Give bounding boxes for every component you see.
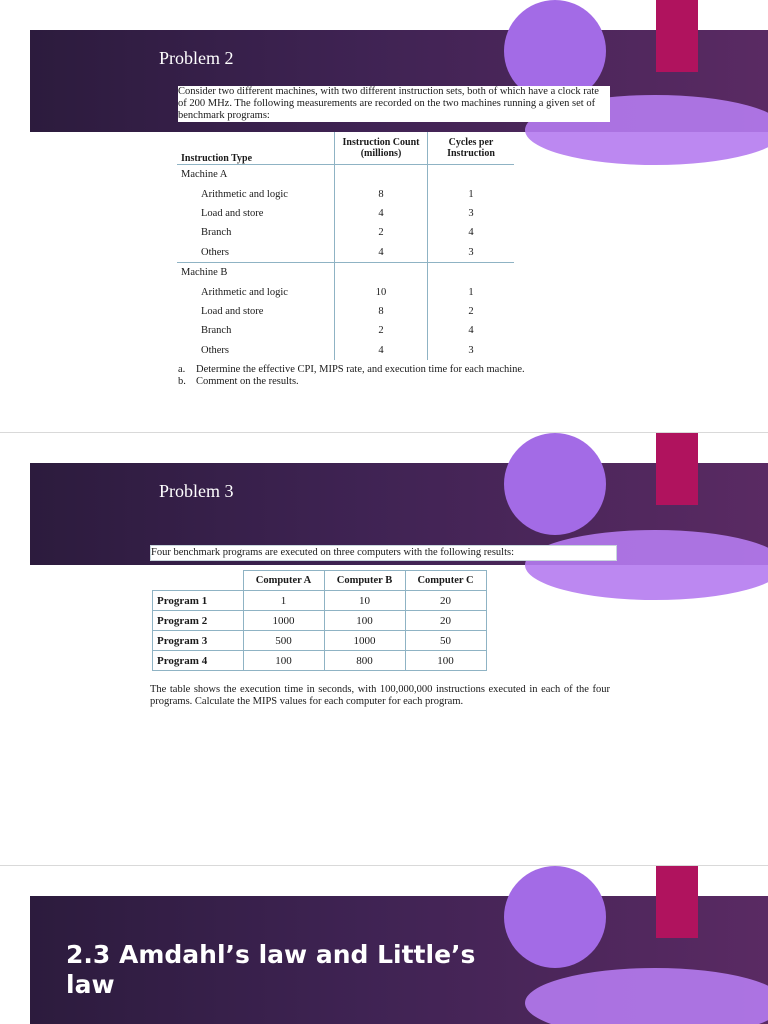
cell-value: 800: [324, 651, 405, 671]
accent-tab: [656, 0, 698, 72]
table-row: [177, 184, 514, 203]
header-computer-a: Computer A: [243, 571, 324, 591]
table-row: [177, 204, 514, 223]
cell-value: 1000: [243, 611, 324, 631]
cell-count: 10: [335, 282, 428, 301]
cell-value: 100: [324, 611, 405, 631]
table-row: [153, 651, 487, 671]
row-label: Program 3: [153, 631, 244, 651]
cell-type: Load and store: [201, 207, 264, 219]
slide-title: Problem 2: [159, 48, 234, 68]
cell-cpi: 1: [428, 282, 515, 301]
machine-label: Machine A: [181, 169, 228, 181]
circle-decoration: [504, 866, 606, 968]
cell-type: Branch: [201, 325, 232, 337]
circle-decoration: [504, 433, 606, 535]
cell-count: 4: [335, 243, 428, 263]
cell-count: 2: [335, 223, 428, 242]
cell-count: 4: [335, 204, 428, 223]
accent-tab: [656, 433, 698, 505]
slide-problem-2: [0, 0, 768, 432]
cell-type: Arithmetic and logic: [201, 286, 288, 298]
cell-value: 20: [405, 611, 486, 631]
table-row: [153, 591, 487, 611]
table-row: [177, 282, 514, 301]
table-row: [177, 302, 514, 321]
cell-value: 50: [405, 631, 486, 651]
problem-note: The table shows the execution time in seconds, with 100,000,000 instructions executed in each of the four programs. Calculate the MIPS values for each computer for each program.: [150, 684, 610, 707]
problem-intro: Four benchmark programs are executed on three computers with the following results:: [150, 545, 617, 561]
cell-value: 20: [405, 591, 486, 611]
cell-cpi: 2: [428, 302, 515, 321]
cell-count: 2: [335, 321, 428, 340]
accent-tab: [656, 866, 698, 938]
table-row: [177, 341, 514, 360]
wave-decoration: [525, 530, 768, 600]
cell-type: Load and store: [201, 305, 264, 317]
row-label: Program 1: [153, 591, 244, 611]
part-text: Determine the effective CPI, MIPS rate, and execution time for each machine.: [196, 364, 525, 375]
cell-cpi: 3: [428, 341, 515, 360]
part-a: [178, 364, 618, 376]
part-marker: b.: [178, 376, 186, 387]
header-computer-b: Computer B: [324, 571, 405, 591]
cell-cpi: 4: [428, 321, 515, 340]
cell-type: Others: [201, 246, 229, 258]
cell-count: 8: [335, 184, 428, 203]
cell-type: Others: [201, 344, 229, 356]
cell-value: 100: [243, 651, 324, 671]
machine-header-row: [177, 262, 514, 282]
cell-cpi: 3: [428, 204, 515, 223]
part-text: Comment on the results.: [196, 376, 299, 387]
table-row: [177, 223, 514, 242]
cell-count: 8: [335, 302, 428, 321]
table-row: [177, 321, 514, 340]
row-label: Program 4: [153, 651, 244, 671]
cell-type: Arithmetic and logic: [201, 188, 288, 200]
row-label: Program 2: [153, 611, 244, 631]
cell-cpi: 4: [428, 223, 515, 242]
section-title: 2.3 Amdahl’s law and Little’s law: [66, 940, 476, 999]
cell-type: Branch: [201, 227, 232, 239]
header-computer-c: Computer C: [405, 571, 486, 591]
problem-intro: Consider two different machines, with two different instruction sets, both of which have a clock rate of 200 MHz. The following measurements are recorded on the two machines running a given set of benchmark programs:: [178, 86, 610, 122]
cell-value: 10: [324, 591, 405, 611]
cell-value: 100: [405, 651, 486, 671]
header-instruction-count: Instruction Count (millions): [335, 132, 428, 165]
cell-count: 4: [335, 341, 428, 360]
slide-section-title: [0, 866, 768, 1024]
table-row: [153, 631, 487, 651]
cell-cpi: 1: [428, 184, 515, 203]
part-b: [178, 376, 618, 388]
header-cpi: Cycles per Instruction: [428, 132, 515, 165]
cell-value: 1000: [324, 631, 405, 651]
slide-title: Problem 3: [159, 481, 234, 501]
machine-label: Machine B: [181, 267, 228, 279]
part-marker: a.: [178, 364, 186, 375]
question-parts: [178, 364, 618, 388]
cell-value: 500: [243, 631, 324, 651]
instruction-table: [177, 132, 514, 360]
header-instruction-type: Instruction Type: [177, 132, 335, 165]
table-row: [153, 611, 487, 631]
cell-cpi: 3: [428, 243, 515, 263]
execution-time-table: [152, 570, 487, 671]
machine-header-row: [177, 165, 514, 185]
table-row: [177, 243, 514, 263]
cell-value: 1: [243, 591, 324, 611]
